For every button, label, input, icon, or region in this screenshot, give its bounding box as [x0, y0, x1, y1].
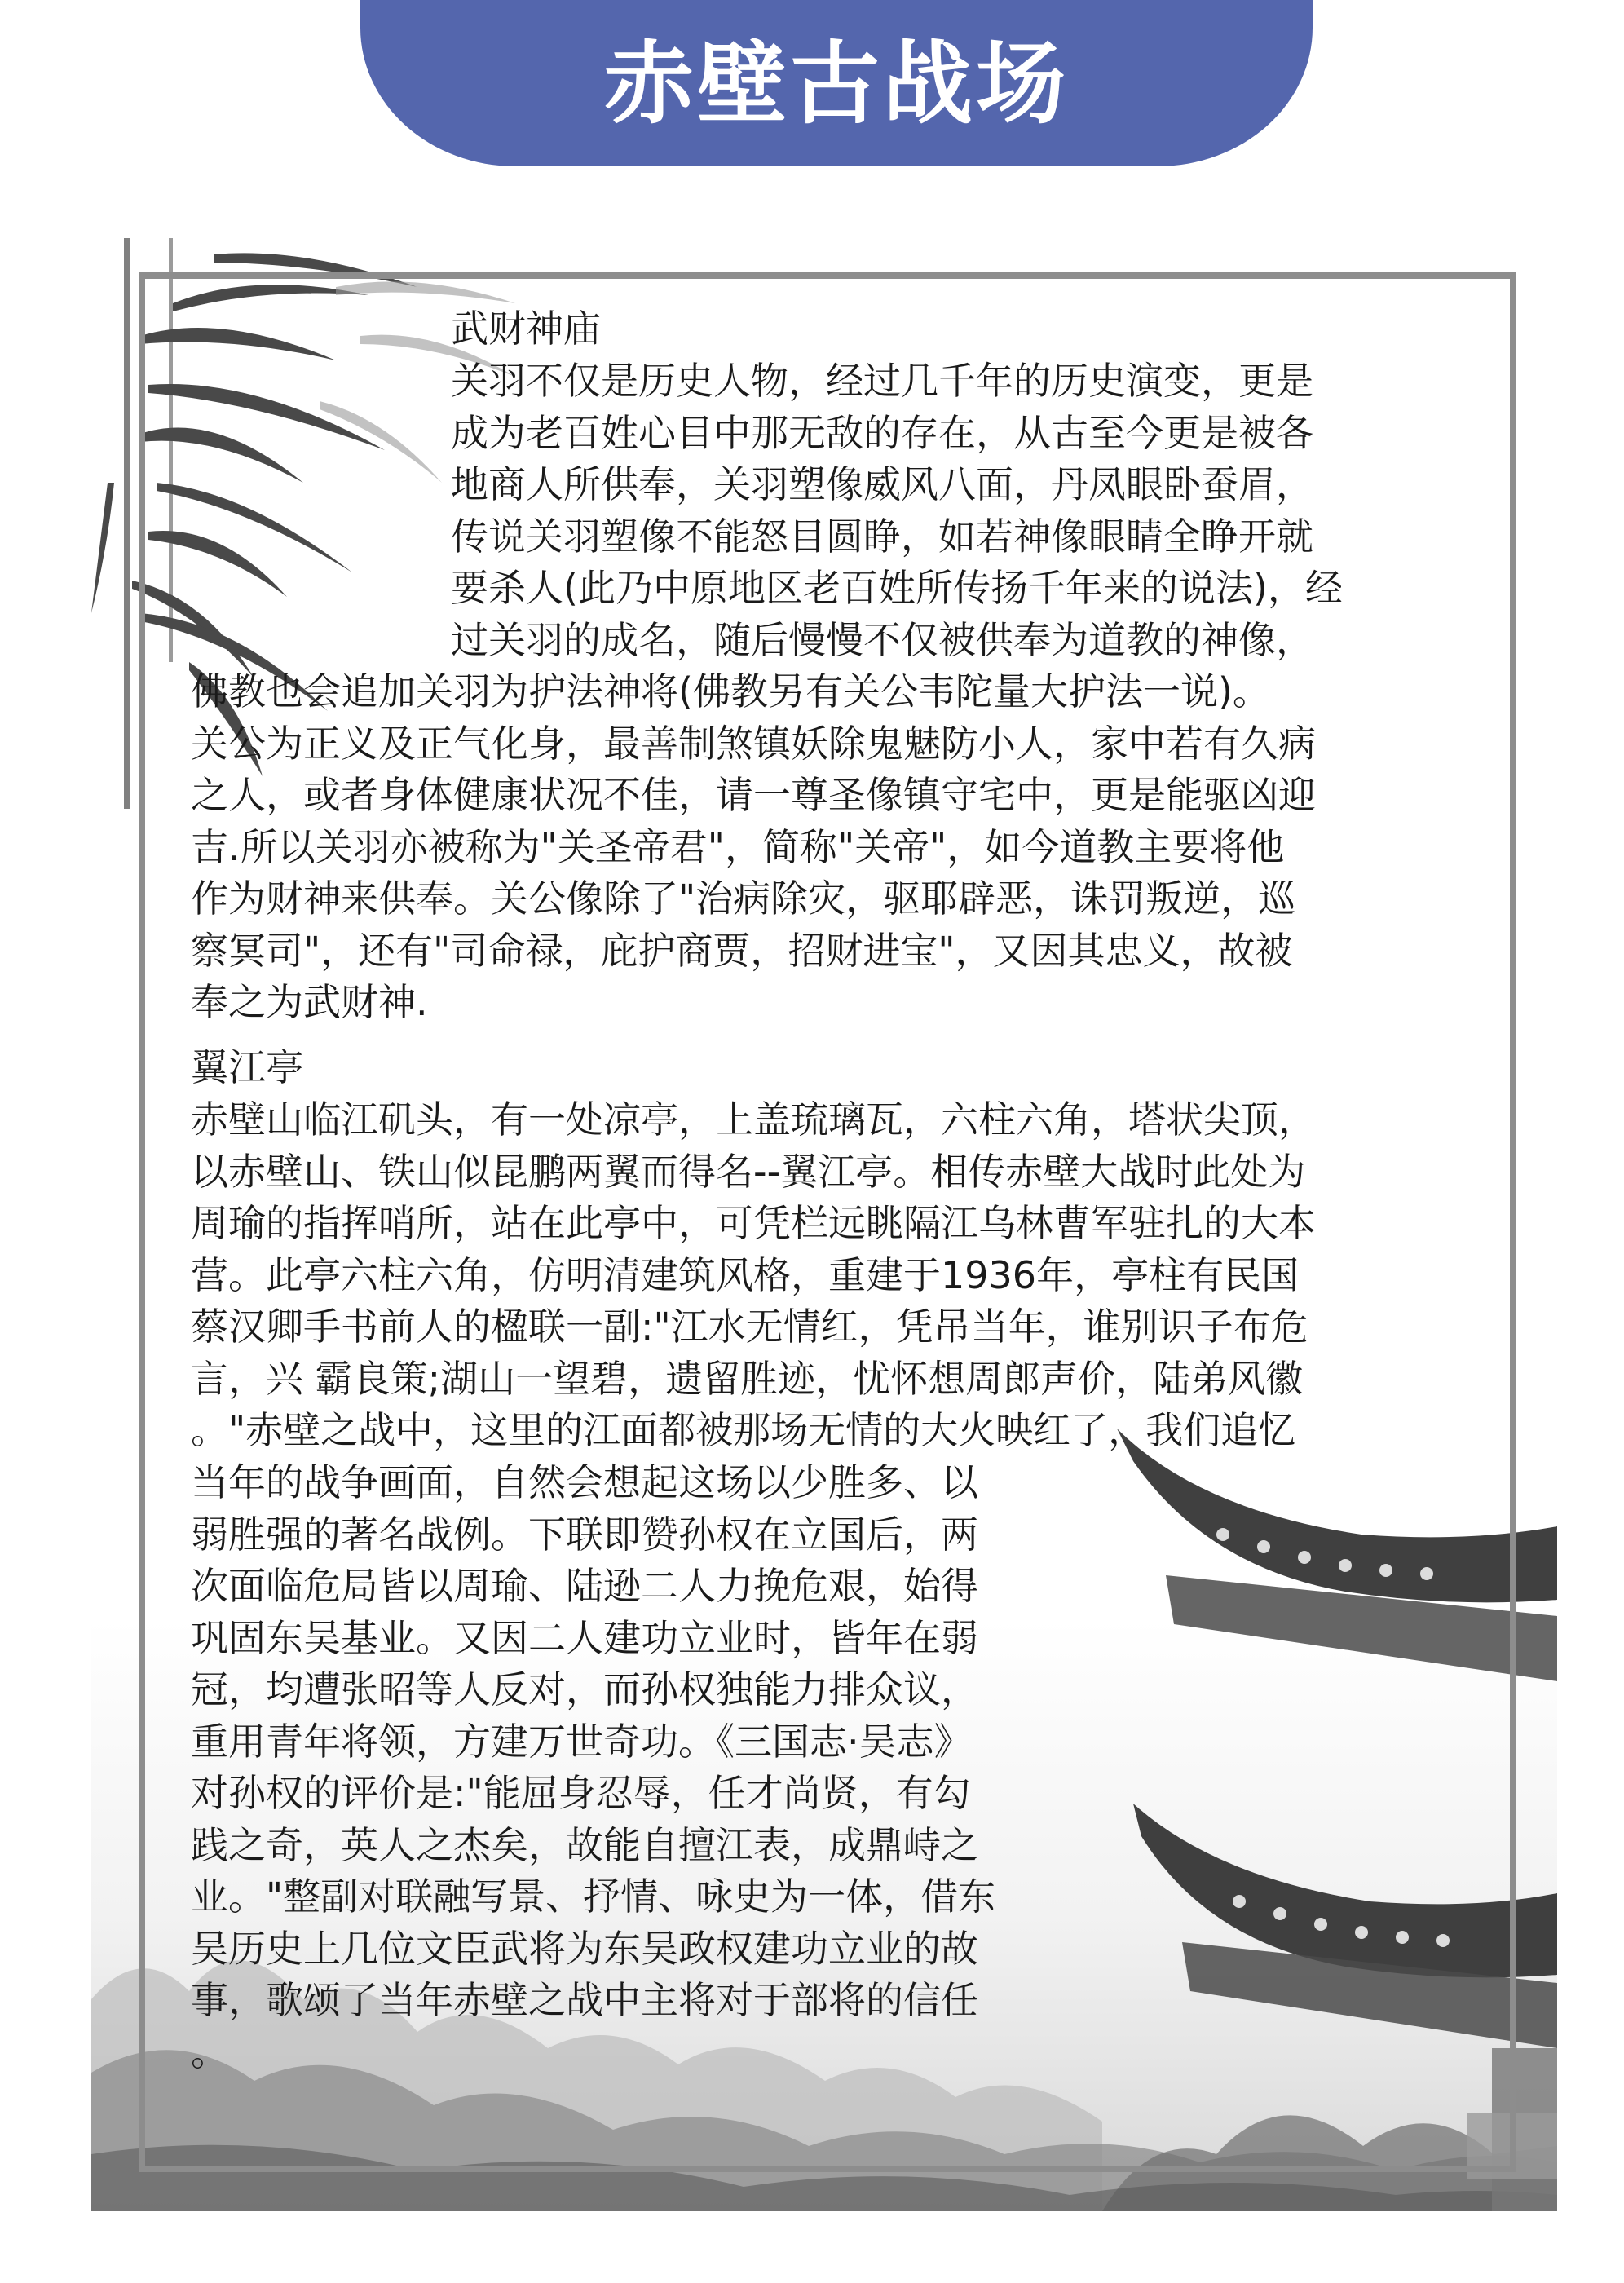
section-heading-yijiangting: 翼江亭 [191, 1045, 303, 1089]
section-body-full: 赤壁山临江矶头，有一处凉亭，上盖琉璃瓦，六柱六角，塔状尖顶， 以赤壁山、铁山似昆鹏两翼而得名--翼江亭。相传赤壁大战时此处为 周瑜的指挥哨所，站在此亭中，可凭栏远眺隔江乌林曹军驻扎的大本 营。此亭六柱六角，仿明清建筑风格，重建于1936年，亭柱有民国 蔡汉卿手书前人的楹联一副:"江水无情红，凭吊当年，谁别识子布危 言，兴 霸良策;湖山一望碧，遗留胜迹，忧怀想周郎声价，陆弟风徽 。"赤壁之战中，这里的江面都被那场无情的大火映红了，我们追忆 [191, 1097, 1316, 1452]
section-heading-wucaishen: 武财神庙 [451, 307, 601, 351]
section-body-indented: 关羽不仅是历史人物，经过几千年的历史演变，更是 成为老百姓心目中那无敌的存在，从古至今更是被各 地商人所供奉，关羽塑像威风八面，丹凤眼卧蚕眉， 传说关羽塑像不能怒目圆睁，如若神像眼睛全睁开就 要杀人(此乃中原地区老百姓所传扬千年来的说法)，经 过关羽的成名，随后慢慢不仅被供奉为道教的神像， [451, 359, 1343, 662]
section-body-full: 佛教也会追加关羽为护法神将(佛教另有关公韦陀量大护法一说)。 关公为正义及正气化身，最善制煞镇妖除鬼魅防小人，家中若有久病 之人，或者身体健康状况不佳，请一尊圣像镇守宅中，更是能驱凶迎 吉.所以关羽亦被称为"关圣帝君"，简称"关帝"，如今道教主要将他 作为财神来供奉。关公像除了"治病除灾，驱耶辟恶，诛罚叛逆，巡 察冥司"，还有"司命禄，庇护商贾，招财进宝"，又因其忠义，故被 奉之为武财神. [191, 669, 1316, 1024]
page-title: 赤壁古战场 [604, 32, 1069, 136]
section-body-narrow: 当年的战争画面，自然会想起这场以少胜多、以 弱胜强的著名战例。下联即赞孙权在立国后，两 次面临危局皆以周瑜、陆逊二人力挽危艰，始得 巩固东吴基业。又因二人建功立业时，皆年在弱 冠，均遭张昭等人反对，而孙权独能力排众议， 重用青年将领，方建万世奇功。《三国志·吴志》 对孙权的评价是:"能屈身忍辱，任才尚贤，有勾 践之奇，英人之杰矣，故能自擅江表，成鼎峙之 业。"整副对联融写景、抒情、咏史为一体，借东 吴历史上几位文臣武将为东吴政权建功立业的故 事，歌颂了当年赤壁之战中主将对于部将的信任 。 [191, 1460, 996, 2074]
